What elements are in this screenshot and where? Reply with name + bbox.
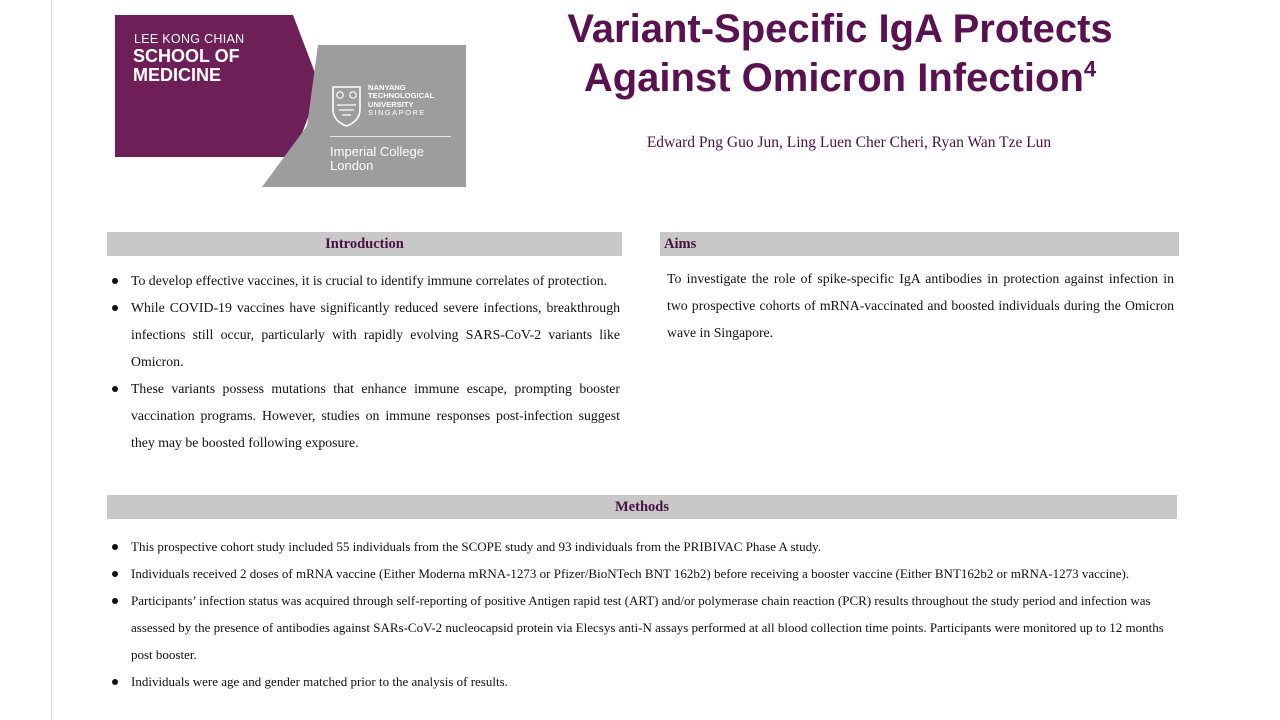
logo-ntu-line: SINGAPORE [368, 108, 426, 118]
list-item: Individuals received 2 doses of mRNA vaccine (Either Moderna mRNA-1273 or Pfizer/BioNTech BNT 162b2) before receiving a booster vaccine (Either BNT162b2 or mRNA-1273 vaccine). [108, 560, 1168, 587]
logo-imperial-line: Imperial College [330, 144, 424, 159]
institution-logo [115, 15, 466, 187]
logo-imperial-line: London [330, 158, 374, 173]
poster-title [520, 5, 1160, 103]
list-item: These variants possess mutations that enhance immune escape, prompting booster vaccination programs. However, studies on immune responses post-infection suggest they may be boosted following exposure. [108, 375, 620, 456]
logo-school-name-top: LEE KONG CHIAN [134, 32, 245, 46]
logo-school-name [133, 47, 293, 85]
poster-title-line: Against Omicron Infection [583, 56, 1084, 100]
title-reference: 4 [1083, 56, 1097, 82]
list-item: Individuals were age and gender matched prior to the analysis of results. [108, 668, 1168, 695]
aims-text: To investigate the role of spike-specific IgA antibodies in protection against infection in two prospective cohorts of mRNA-vaccinated and boosted individuals during the Omicron wave in Singapore. [667, 271, 1174, 340]
list-item: To develop effective vaccines, it is crucial to identify immune correlates of protection. [108, 267, 620, 294]
logo-divider [330, 136, 451, 137]
logo-school-line: SCHOOL OF [133, 46, 240, 66]
introduction-heading: Introduction [107, 232, 622, 256]
methods-heading: Methods [107, 495, 1177, 519]
list-item: Participants’ infection status was acquired through self-reporting of positive Antigen rapid test (ART) and/or polymerase chain reaction (PCR) results throughout the study period and infection was assessed by the presence of antibodies against SARs-CoV-2 nucleocapsid protein via Elecsys anti-N assays performed at all blood collection time points. Participants were monitored up to 12 months post booster. [108, 587, 1168, 668]
author-list: Edward Png Guo Jun, Ling Luen Cher Cheri, Ryan Wan Tze Lun [646, 134, 1052, 151]
aims-heading: Aims [660, 232, 1179, 256]
poster-title-line: Variant-Specific IgA Protects [567, 7, 1113, 51]
ntu-crest-icon [331, 85, 362, 127]
list-item: While COVID-19 vaccines have significantly reduced severe infections, breakthrough infections still occur, particularly with rapidly evolving SARS-CoV-2 variants like Omicron. [108, 294, 620, 375]
logo-imperial-name [330, 145, 460, 173]
logo-ntu-line: UNIVERSITY [368, 99, 414, 109]
logo-ntu-line: NANYANG [368, 83, 406, 92]
page-left-border [51, 0, 52, 720]
methods-list [108, 533, 1168, 695]
logo-ntu-line: TECHNOLOGICAL [368, 91, 435, 101]
logo-school-line: MEDICINE [133, 65, 222, 85]
logo-ntu-name [368, 84, 468, 118]
list-item: This prospective cohort study included 55 individuals from the SCOPE study and 93 individuals from the PRIBIVAC Phase A study. [108, 533, 1168, 560]
introduction-list [108, 267, 620, 456]
